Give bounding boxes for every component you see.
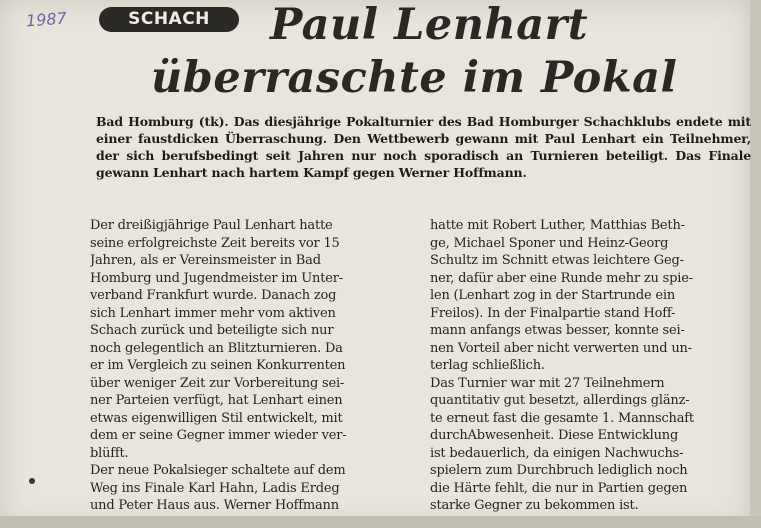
article-text-line: ner Parteien verfügt, hat Lenhart einen	[90, 393, 343, 408]
article-column-left	[90, 217, 419, 515]
headline-line-2: überraschte im Pokal	[151, 53, 678, 103]
article-text-line: die Härte fehlt, die nur in Partien gegen	[430, 480, 688, 496]
article-text-line: Jahren, als er Vereinsmeister in Bad	[90, 253, 321, 268]
article-text-line: te erneut fast die gesamte 1. Mannschaft	[430, 410, 694, 426]
article-text-line: blüfft.	[90, 445, 129, 461]
article-text-line: Schach zurück und beteiligte sich nur	[90, 323, 334, 338]
article-text-line: Das Turnier war mit 27 Teilnehmern	[430, 375, 665, 391]
article-text-line: etwas eigenwilligen Stil entwickelt, mit	[90, 410, 343, 426]
article-text-line: durchAbwesenheit. Diese Entwicklung	[430, 428, 679, 443]
article-text-line: ner, dafür aber eine Runde mehr zu spie-	[430, 270, 693, 286]
article-text-line: und Peter Haus aus. Werner Hoffmann	[90, 498, 339, 513]
article-text-line: sich Lenhart immer mehr vom aktiven	[90, 305, 336, 321]
article-text-line: dem er seine Gegner immer wieder ver-	[90, 428, 347, 443]
article-text-line: len (Lenhart zog in der Startrunde ein	[430, 288, 676, 303]
article-text-line: ge, Michael Sponer und Heinz-Georg	[430, 235, 669, 251]
article-text-line: ist bedauerlich, da einigen Nachwuchs-	[430, 445, 684, 461]
article-text-line: seine erfolgreichste Zeit bereits vor 15	[90, 235, 340, 251]
article-text-line: starke Gegner zu bekommen ist.	[430, 498, 639, 513]
article-text-line: quantitativ gut besetzt, allerdings glänz-	[430, 393, 690, 408]
punch-hole-mark	[29, 478, 35, 484]
headline-line-1: Paul Lenhart	[270, 0, 589, 50]
article-text-line: Weg ins Finale Karl Hahn, Ladis Erdeg	[90, 480, 340, 496]
article-text-line: Freilos). In der Finalpartie stand Hoff-	[430, 305, 676, 321]
handwritten-year-note: 1987	[25, 8, 68, 31]
section-rubric-badge: SCHACH	[99, 7, 239, 32]
article-text-line: noch gelegentlich an Blitzturnieren. Da	[90, 340, 343, 356]
article-text-line: spielern zum Durchbruch lediglich noch	[430, 463, 688, 478]
article-text-line: Schultz im Schnitt etwas leichtere Geg-	[430, 253, 684, 268]
article-text-line: nen Vorteil aber nicht verwerten und un-	[430, 340, 692, 356]
article-text-line: Der neue Pokalsieger schaltete auf dem	[90, 463, 346, 478]
article-column-right	[430, 217, 750, 515]
article-text-line: über weniger Zeit zur Vorbereitung sei-	[90, 375, 345, 391]
article-text-line: hatte mit Robert Luther, Matthias Beth-	[430, 218, 685, 233]
scan-background-strip	[0, 516, 761, 528]
article-text-line: terlag schließlich.	[430, 358, 545, 373]
lead-paragraph: Bad Homburg (tk). Das diesjährige Pokalturnier des Bad Homburger Schachklubs endete mit einer faustdicken Überraschung. Den Wettbewerb gewann mit Paul Lenhart ein Teilnehmer, der sich berufsbedingt seit Jahren nur noch sporadisch an Turnieren beteiligt. Das Finale gewann Lenhart nach hartem Kampf gegen Werner Hoffmann.	[96, 114, 751, 180]
article-text-line: verband Frankfurt wurde. Danach zog	[90, 288, 337, 303]
article-text-line: Der dreißigjährige Paul Lenhart hatte	[90, 218, 333, 233]
article-text-line: Homburg und Jugendmeister im Unter-	[90, 270, 343, 286]
article-text-line: er im Vergleich zu seinen Konkurrenten	[90, 358, 346, 373]
article-text-line: mann anfangs etwas besser, konnte sei-	[430, 323, 685, 338]
